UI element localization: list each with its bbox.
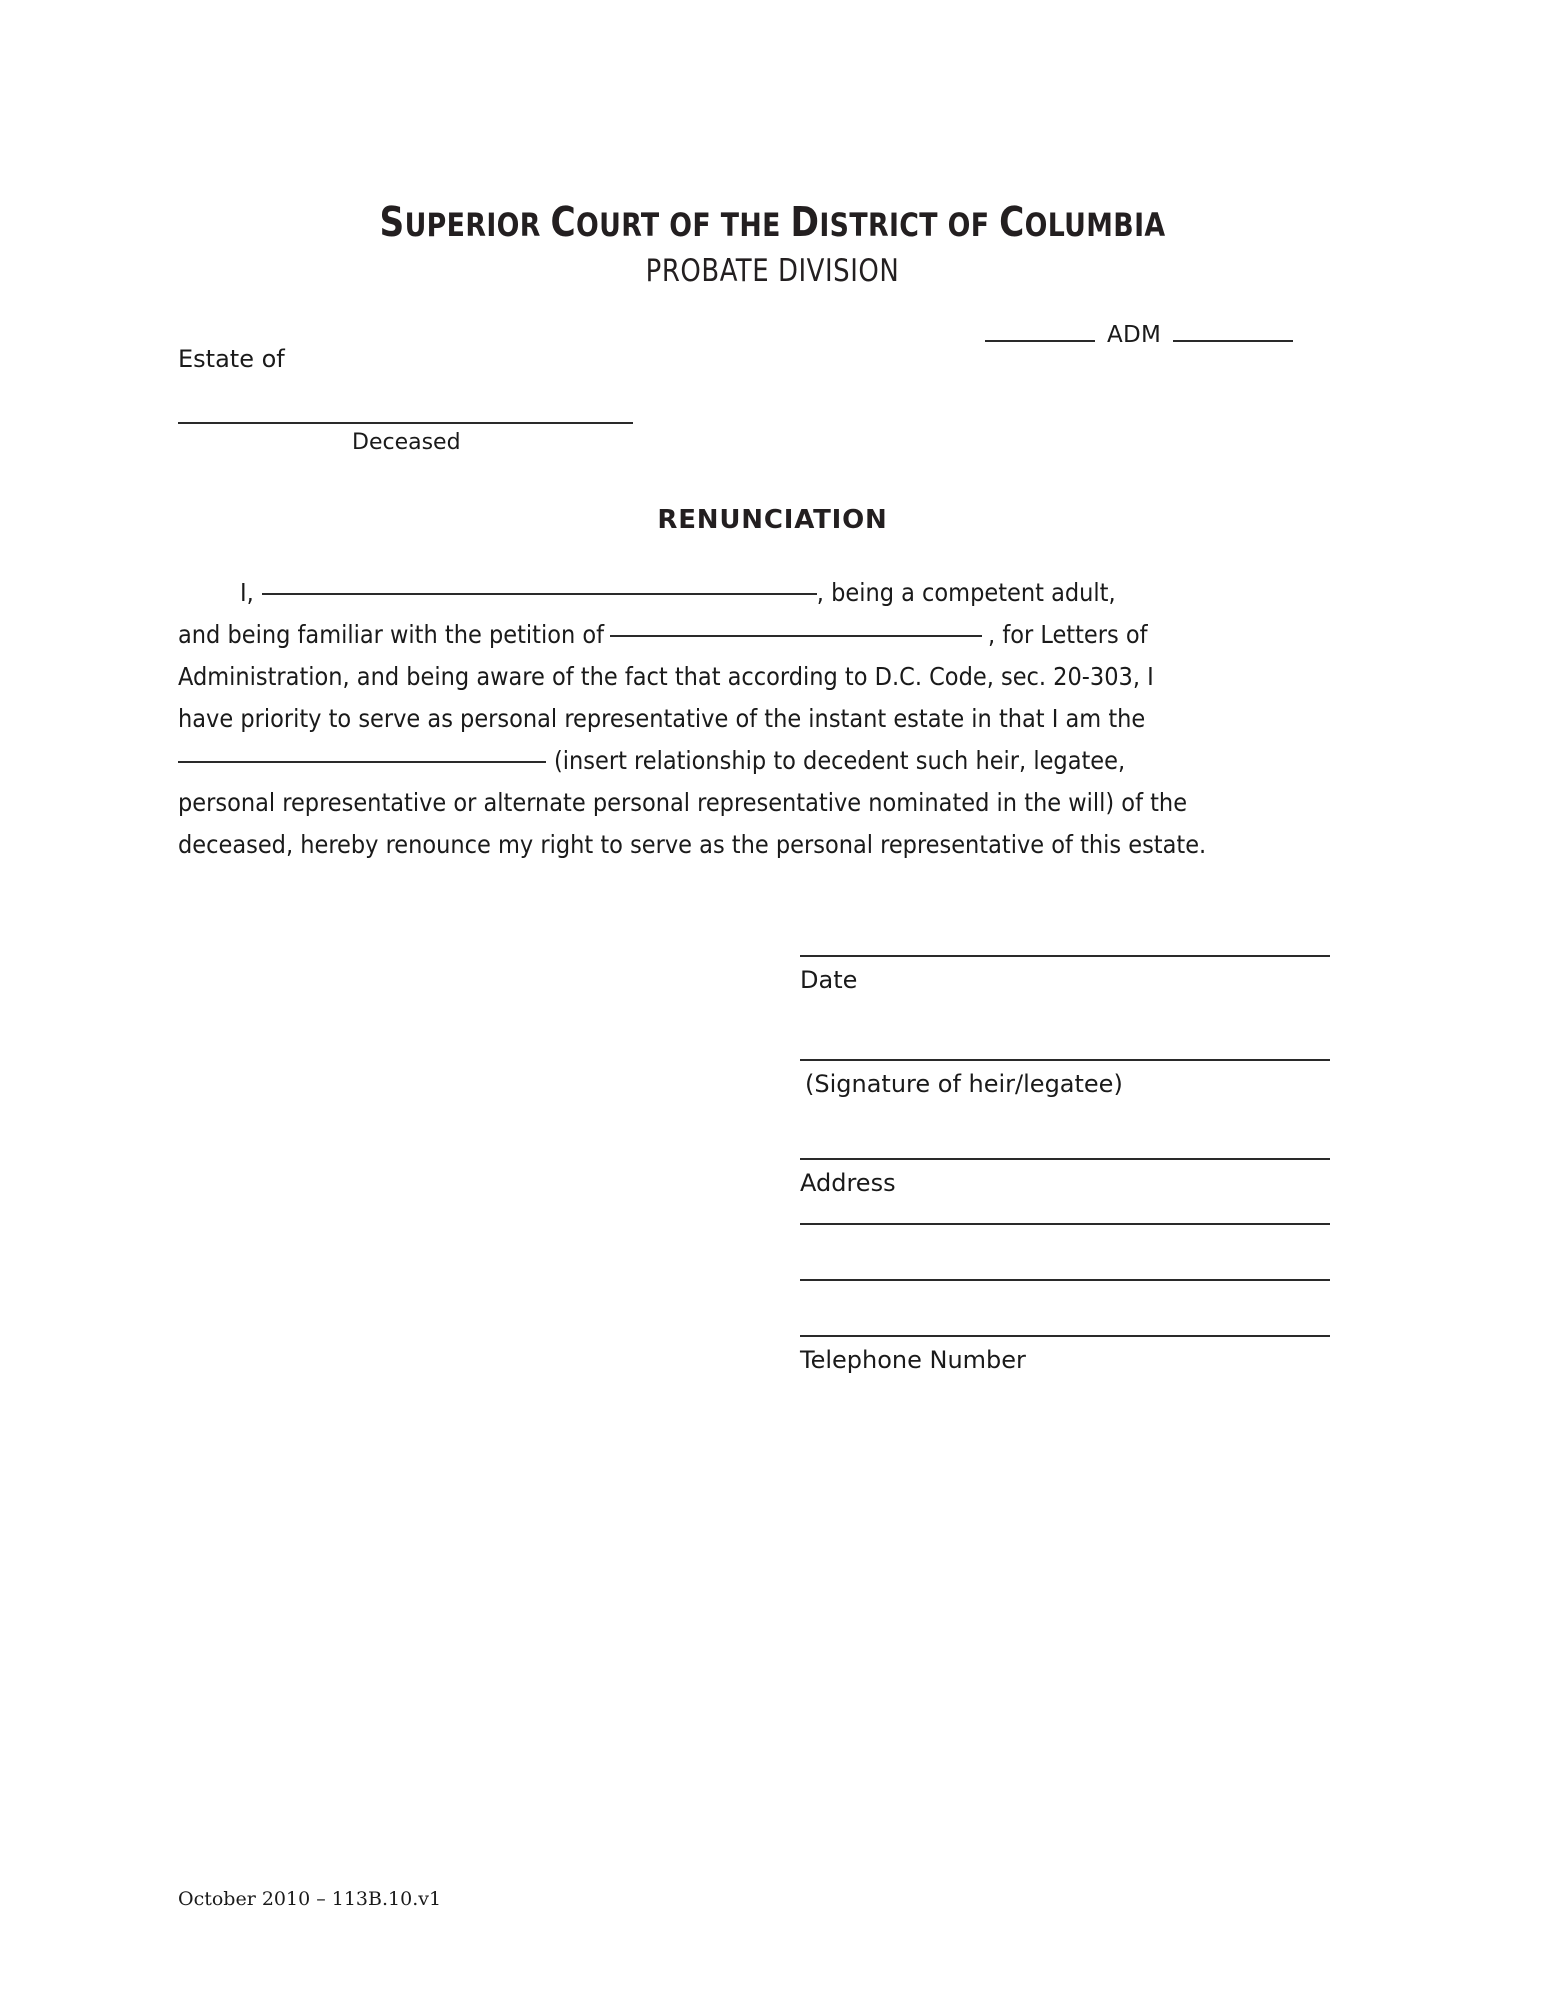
body-line-2-post: , for Letters of [988,620,1148,649]
division-title-text: PROBATE DIVISION [645,253,900,289]
case-number-blank-right[interactable] [1173,339,1293,342]
body-paragraph [178,572,1328,866]
deceased-label: Deceased [352,430,461,455]
declarant-name-blank[interactable] [262,592,817,595]
case-number-row [985,322,1335,348]
signature-block [800,955,1330,1372]
signature-label: (Signature of heir/legatee) [805,1070,1123,1098]
body-line-4-text: have priority to serve as personal representative of the instant estate in that I am the [178,704,1146,733]
body-line-5 [178,740,1328,782]
case-number-blank-left[interactable] [985,339,1095,342]
spacer-date-signature [800,992,1330,1059]
form-revision-footer: October 2010 – 113B.10.v1 [178,1888,442,1910]
court-title [54,198,1491,246]
deceased-name-blank[interactable] [178,422,633,424]
body-line-7-text: deceased, hereby renounce my right to serve as the personal representative of this estate. [178,830,1207,859]
spacer-address-3 [800,1281,1330,1335]
section-heading: RENUNCIATION [657,505,888,535]
division-title [54,253,1491,289]
relationship-blank[interactable] [178,760,546,763]
body-line-2-pre: and being familiar with the petition of [178,620,605,649]
body-line-4 [178,698,1328,740]
body-line-3 [178,656,1328,698]
spacer-address-2 [800,1225,1330,1279]
date-label: Date [800,966,858,994]
body-line-6-text: personal representative or alternate personal representative nominated in the will) of the [178,788,1188,817]
body-line-1-post: , being a competent adult, [816,578,1116,607]
body-line-6 [178,782,1328,824]
body-line-5-post: (insert relationship to decedent such heir, legatee, [554,746,1126,775]
body-line-2 [178,614,1328,656]
body-line-7 [178,824,1328,866]
court-title-text: SUPERIOR COURT OF THE DISTRICT OF COLUMBIA [379,198,1166,246]
body-line-1 [178,572,1328,614]
estate-of-label: Estate of [178,345,285,373]
adm-label: ADM [1107,322,1162,348]
petitioner-name-blank[interactable] [610,634,982,637]
body-line-3-text: Administration, and being aware of the fact that according to D.C. Code, sec. 20-303, I [178,662,1154,691]
address-label: Address [800,1169,896,1197]
body-line-1-pre: I, [240,578,254,607]
telephone-label: Telephone Number [800,1346,1026,1374]
spacer-address-1 [800,1195,1330,1223]
spacer-signature-address [800,1096,1330,1158]
